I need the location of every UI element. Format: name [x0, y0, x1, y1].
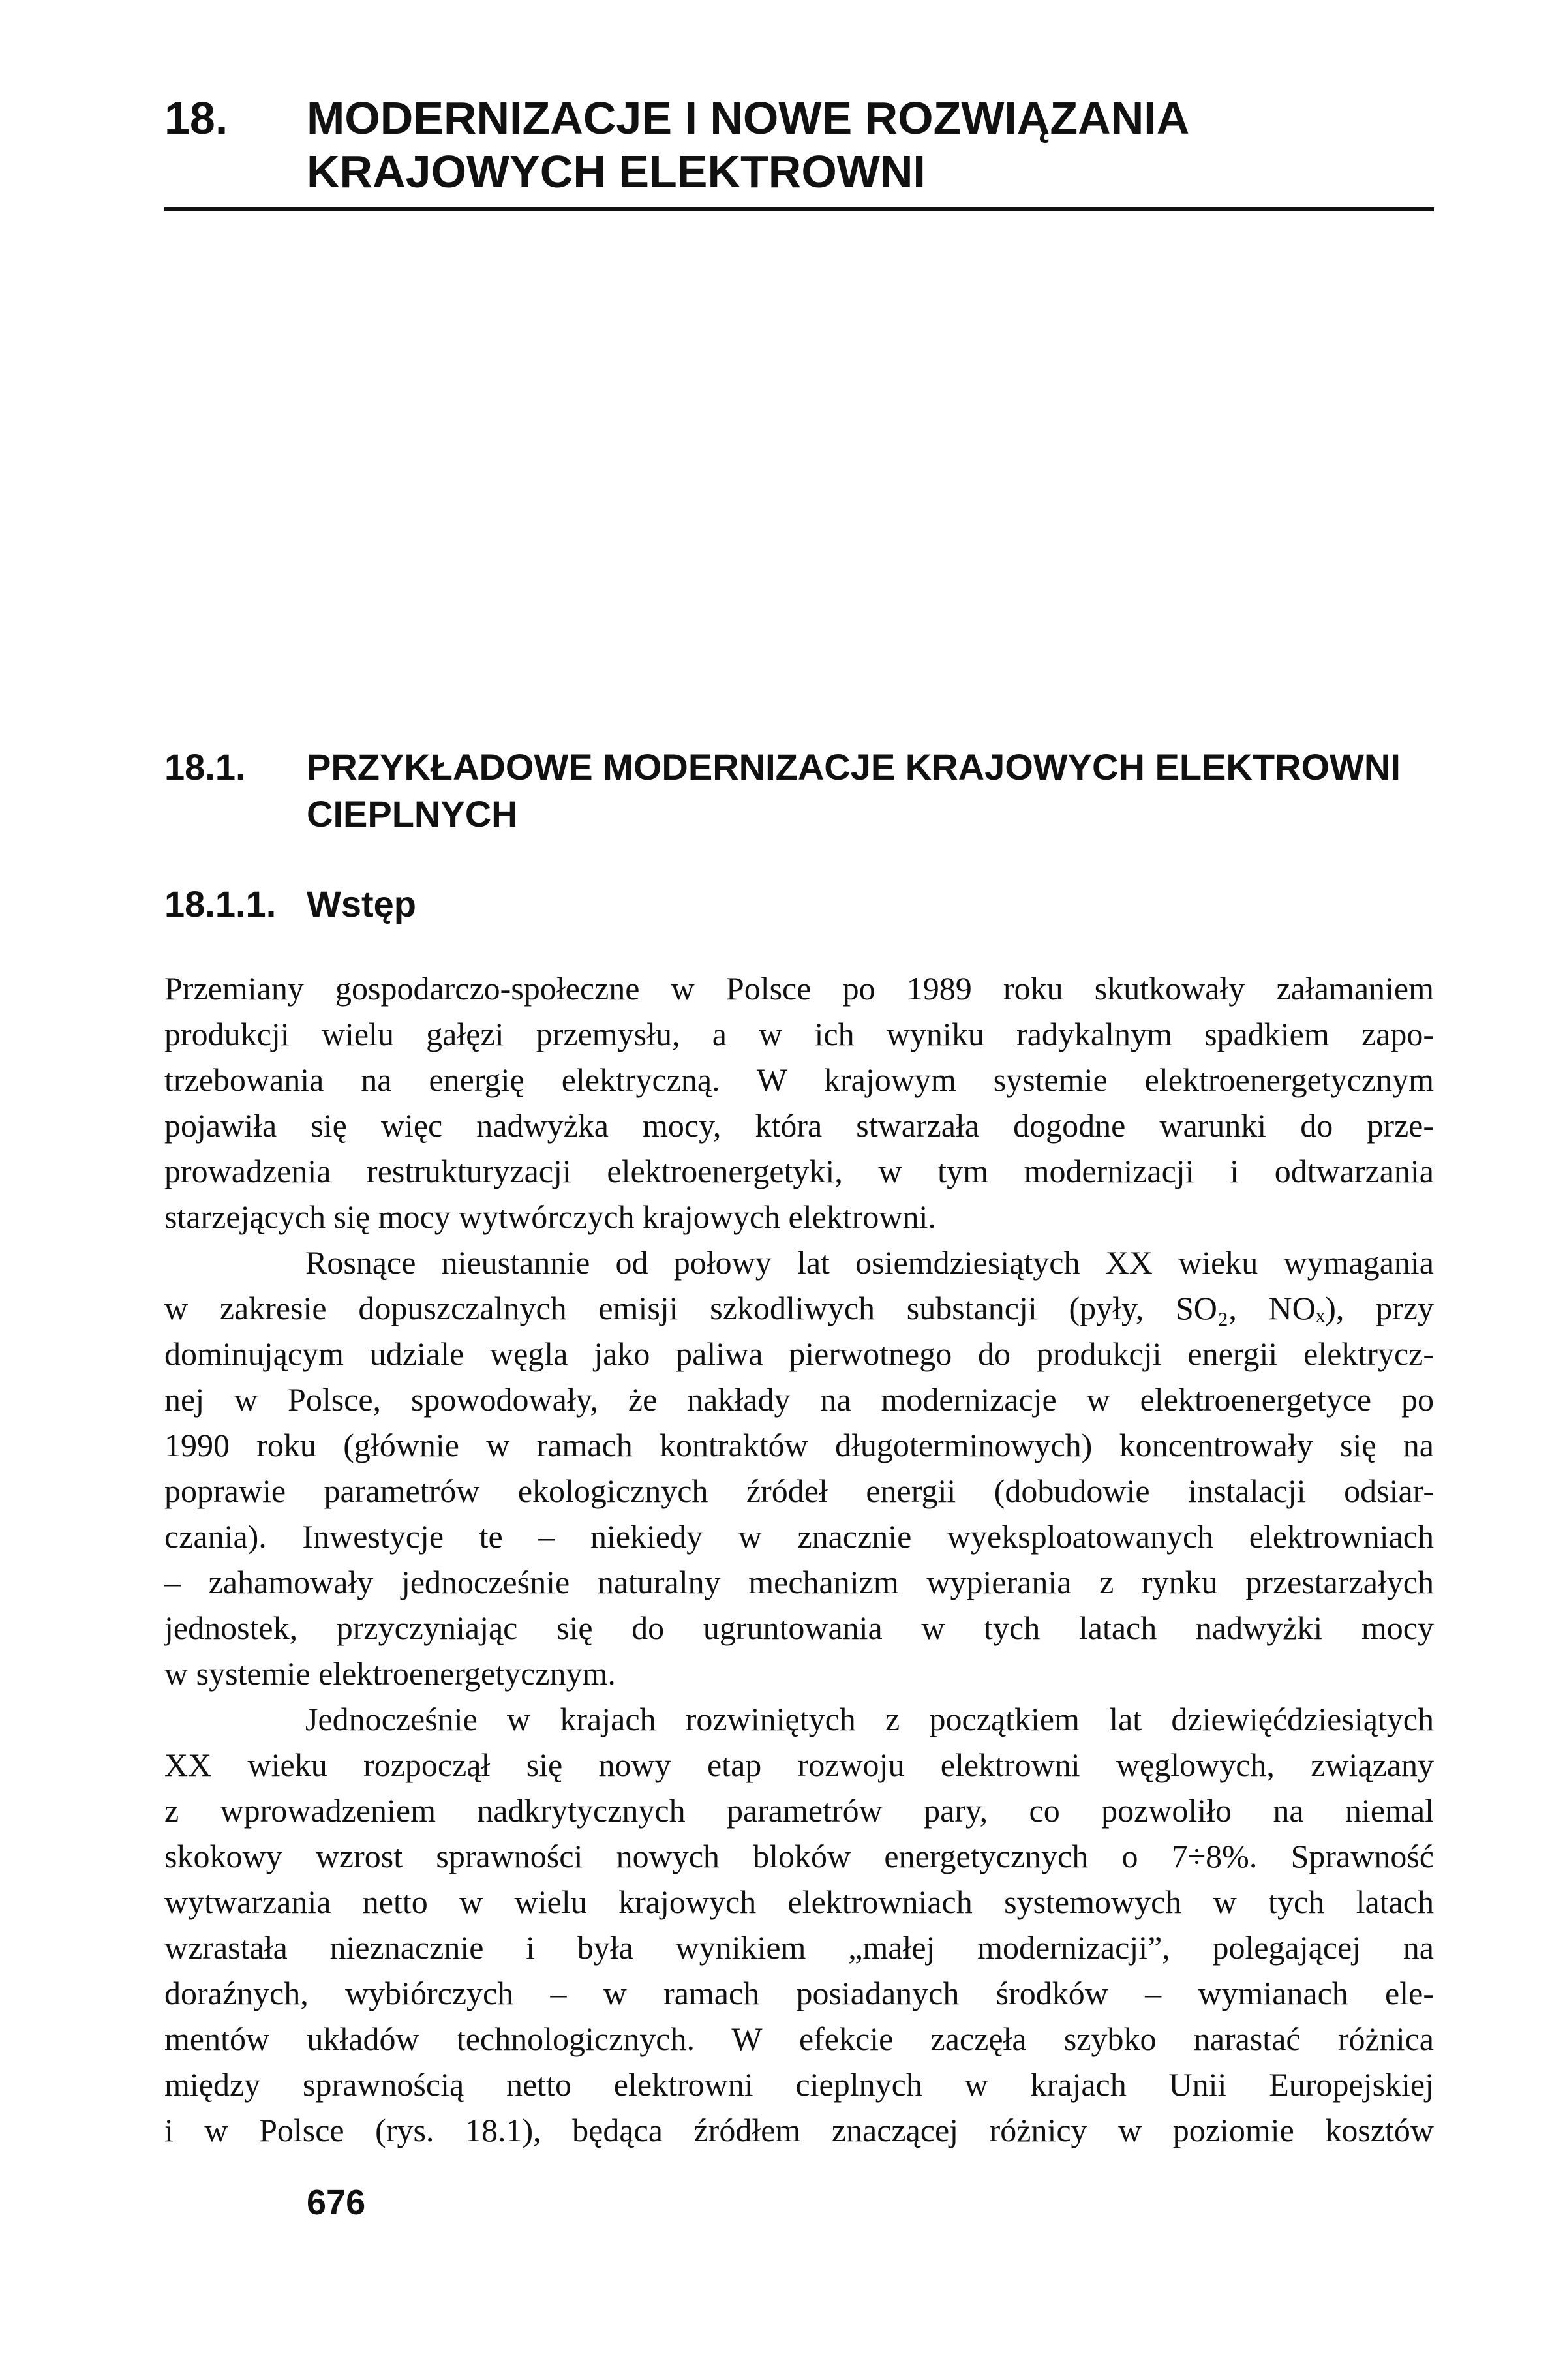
text-line: pojawiła się więc nadwyżka mocy, która stwarzała dogodne warunki do prze- — [164, 1107, 1434, 1144]
text-line: Jednocześnie w krajach rozwiniętych z początkiem lat dziewięćdziesiątych — [305, 1701, 1434, 1737]
text-line: Przemiany gospodarczo-społeczne w Polsce po 1989 roku skutkowały załamaniem — [164, 970, 1434, 1007]
text-line: w zakresie dopuszczalnych emisji szkodliwych substancji (pyły, SO₂, NOₓ), przy — [164, 1290, 1434, 1326]
section-heading — [164, 744, 1436, 838]
text-line: prowadzenia restrukturyzacji elektroenergetyki, w tym modernizacji i odtwarzania — [164, 1153, 1434, 1189]
text-line: – zahamowały jednocześnie naturalny mechanizm wypierania z rynku przestarzałych — [164, 1564, 1434, 1600]
text-line: trzebowania na energię elektryczną. W krajowym systemie elektroenergetycznym — [164, 1061, 1434, 1098]
text-line: 1990 roku (głównie w ramach kontraktów długoterminowych) koncentrowały się na — [164, 1427, 1434, 1463]
text-line: wzrastała nieznacznie i była wynikiem „małej modernizacji”, polegającej na — [164, 1929, 1434, 1966]
text-line: doraźnych, wybiórczych – w ramach posiadanych środków – wymianach ele- — [164, 1975, 1434, 2011]
text-line: jednostek, przyczyniając się do ugruntowania w tych latach nadwyżki mocy — [164, 1610, 1434, 1646]
text-line: starzejących się mocy wytwórczych krajowych elektrowni. — [164, 1198, 936, 1235]
chapter-divider — [164, 207, 1434, 211]
chapter-title-line-1: MODERNIZACJE I NOWE ROZWIĄZANIA — [307, 93, 1190, 144]
text-line: w systemie elektroenergetycznym. — [164, 1655, 616, 1692]
subsection-title: Wstęp — [307, 883, 416, 924]
chapter-heading — [164, 91, 1436, 198]
page-number: 676 — [307, 2183, 366, 2222]
section-title-line-1: PRZYKŁADOWE MODERNIZACJE KRAJOWYCH ELEKTROWNI — [307, 746, 1401, 787]
text-line: i w Polsce (rys. 18.1), będąca źródłem znaczącej różnicy w poziomie kosztów — [164, 2112, 1434, 2148]
subsection-heading — [164, 881, 1436, 928]
text-line: produkcji wielu gałęzi przemysłu, a w ich wyniku radykalnym spadkiem zapo- — [164, 1016, 1434, 1052]
subsection-number: 18.1.1. — [164, 883, 277, 924]
text-line: dominującym udziale węgla jako paliwa pierwotnego do produkcji energii elektrycz- — [164, 1335, 1434, 1372]
section-title-line-2: CIEPLNYCH — [307, 793, 518, 834]
text-line: nej w Polsce, spowodowały, że nakłady na modernizacje w elektroenergetyce po — [164, 1381, 1434, 1418]
section-number: 18.1. — [164, 746, 246, 787]
text-line: czania). Inwestycje te – niekiedy w znacznie wyeksploatowanych elektrowniach — [164, 1518, 1434, 1555]
text-line: poprawie parametrów ekologicznych źródeł energii (dobudowie instalacji odsiar- — [164, 1472, 1434, 1509]
body-text — [164, 966, 1434, 2153]
chapter-title-line-2: KRAJOWYCH ELEKTROWNI — [307, 146, 926, 197]
text-line: mentów układów technologicznych. W efekcie zaczęła szybko narastać różnica — [164, 2021, 1434, 2057]
text-line: między sprawnością netto elektrowni cieplnych w krajach Unii Europejskiej — [164, 2066, 1434, 2103]
text-line: skokowy wzrost sprawności nowych bloków energetycznych o 7÷8%. Sprawność — [164, 1838, 1434, 1874]
text-line: XX wieku rozpoczął się nowy etap rozwoju elektrowni węglowych, związany — [164, 1747, 1434, 1783]
text-line: z wprowadzeniem nadkrytycznych parametrów pary, co pozwoliło na niemal — [164, 1792, 1434, 1829]
chapter-number: 18. — [164, 93, 228, 144]
text-line: Rosnące nieustannie od połowy lat osiemdziesiątych XX wieku wymagania — [305, 1244, 1434, 1281]
text-line: wytwarzania netto w wielu krajowych elektrowniach systemowych w tych latach — [164, 1884, 1434, 1920]
